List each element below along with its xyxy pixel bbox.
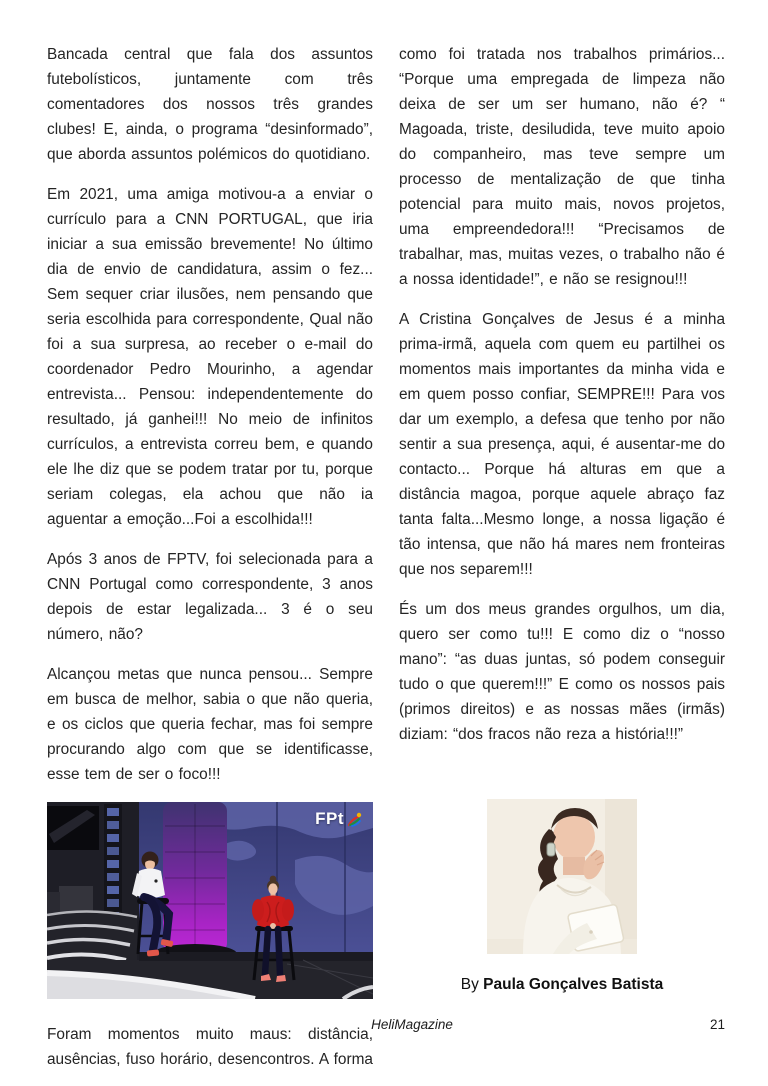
byline-prefix: By xyxy=(460,976,479,993)
paragraph: Foram momentos muito maus: distância, ausências, fuso horário, desencontros. A forma xyxy=(47,1026,373,1068)
author-portrait xyxy=(399,799,725,959)
studio-photo xyxy=(47,802,373,999)
paragraph: Bancada central que fala dos assuntos futebolísticos, juntamente com três comentadores dos nossos três grandes clubes! E, ainda, o programa “desinformado”, que aborda assuntos polémicos do quotidiano. xyxy=(47,46,373,163)
fpt-logo-icon xyxy=(346,812,363,827)
left-column xyxy=(47,42,373,1072)
paragraph: Alcançou metas que nunca pensou... Sempre em busca de melhor, sabia o que não queria, e os ciclos que queria fechar, mas foi sempre procurando algo com que se identificasse, esse tem de ser o foco!!! xyxy=(47,666,373,783)
byline xyxy=(399,976,725,994)
footer-page-number: 21 xyxy=(709,1017,725,1032)
right-column xyxy=(399,42,725,994)
fpt-logo-text: FPt xyxy=(315,809,344,828)
studio-photo-illustration xyxy=(47,802,373,999)
paragraph: Em 2021, uma amiga motivou-a a enviar o currículo para a CNN PORTUGAL, que iria iniciar a sua emissão brevemente! No último dia de envio de candidatura, assim o fez... Sem sequer criar ilusões, nem pensando que seria escolhida para correspondente, Qual não foi a sua surpresa, ao receber o e-mail do coordenador Pedro Mourinho, a agendar entrevista... Pensou: independentemente do resultado, já ganhei!!! No meio de infinitos currículos, a entrevista correu bem, e quando ele lhe diz que se podem tratar por tu, porque seriam colegas, ela achou que não ia aguentar a emoção...Foi a escolhida!!! xyxy=(47,186,373,528)
paragraph: A Cristina Gonçalves de Jesus é a minha prima-irmã, aquela com quem eu partilhei os momentos mais importantes da minha vida e em quem posso confiar, SEMPRE!!! Para vos dar um exemplo, a defesa que tenho por não sentir a sua presença, aqui, é ausentar-me do contacto... Porque há alturas em que a distância magoa, porque aquele abraço faz tanta falta...Mesmo longe, a nossa ligação é tão intensa, que não há mares nem fronteiras que nos separem!!! xyxy=(399,311,725,578)
paragraph: como foi tratada nos trabalhos primários... “Porque uma empregada de limpeza não deixa de ser um ser humano, não é? “ Magoada, triste, desiludida, teve muito apoio do companheiro, mas teve sempre um processo de mentalização de que tinha potencial para muito mais, novos projetos, uma empreendedora!!! “Precisamos de trabalhar, mas, muitas vezes, o trabalho não é a nossa identidade!”, e não se resignou!!! xyxy=(399,46,725,288)
paragraph: Após 3 anos de FPTV, foi selecionada para a CNN Portugal como correspondente, 3 anos depois de estar legalizada... 3 é o seu número, não? xyxy=(47,551,373,643)
footer-magazine-name: HeliMagazine xyxy=(371,1017,453,1032)
byline-author: Paula Gonçalves Batista xyxy=(483,976,664,993)
paragraph: És um dos meus grandes orgulhos, um dia, quero ser como tu!!! E como diz o “nosso mano”: “as duas juntas, só podem conseguir tudo o que querem!!!” E como os nossos pais (primos direitos) e as nossas mães (irmãs) diziam: “dos fracos não reza a história!!!” xyxy=(399,601,725,743)
fpt-logo xyxy=(315,809,363,829)
author-portrait-illustration xyxy=(487,799,637,954)
